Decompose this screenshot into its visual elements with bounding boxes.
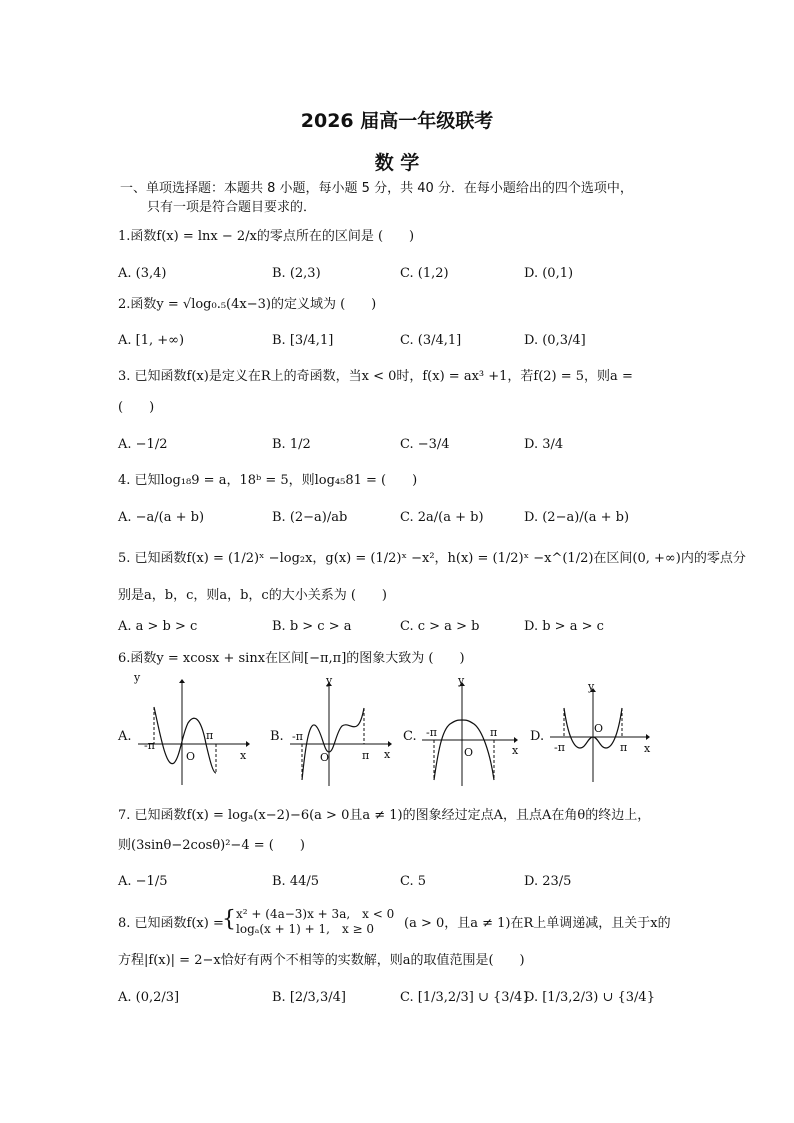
q6b-x-label: x: [384, 748, 391, 761]
q6a-neg-pi: -π: [144, 739, 155, 752]
exam-title: 2026 届高一年级联考: [300, 110, 494, 132]
question-6-stem: 6.函数y = xcosx + sinx在区间[−π,π]的图象大致为 ( ): [118, 651, 465, 666]
q7-option-b: B. 44/5: [272, 874, 320, 889]
q7-option-d: D. 23/5: [524, 874, 572, 889]
q6b-pi: π: [362, 749, 370, 762]
q3-option-d: D. 3/4: [524, 437, 564, 452]
q6-graph-c: [420, 674, 520, 786]
q6c-pi: π: [490, 726, 498, 739]
question-7-stem: 7. 已知函数f(x) = logₐ(x−2)−6(a > 0且a ≠ 1)的图象经过定点A，且点A在角θ的终边上，: [118, 808, 651, 823]
q6d-x-label: x: [644, 742, 651, 755]
q6d-pi: π: [620, 741, 628, 754]
q3-option-a: A. −1/2: [118, 437, 168, 452]
q1-option-d: D. (0,1): [524, 266, 574, 281]
q6b-neg-pi: -π: [292, 730, 303, 743]
q6-option-a-label: A.: [118, 729, 132, 744]
q6a-x-label: x: [240, 749, 247, 762]
q6d-y-label: y: [588, 680, 595, 693]
question-7-stem-cont: 则(3sinθ−2cosθ)²−4 = ( ): [118, 838, 305, 853]
q2-option-b: B. [3/4,1]: [272, 333, 334, 348]
q6c-y-label: y: [458, 674, 465, 687]
q1-option-b: B. (2,3): [272, 266, 321, 281]
subject-title: 数 学: [374, 152, 420, 174]
question-8-stem-tail: (a > 0，且a ≠ 1)在R上单调递减，且关于x的: [404, 916, 671, 931]
q6-option-c-label: C.: [403, 729, 417, 744]
q4-option-d: D. (2−a)/(a + b): [524, 510, 630, 525]
q3-option-b: B. 1/2: [272, 437, 311, 452]
q6-graph-d: [548, 680, 652, 786]
question-3-stem: 3. 已知函数f(x)是定义在R上的奇函数，当x < 0时，f(x) = ax³ +1，若f(2) = 5，则a =: [118, 369, 633, 384]
q2-option-c: C. (3/4,1]: [400, 333, 462, 348]
q6a-origin: O: [186, 750, 196, 763]
q8-option-c: C. [1/3,2/3] ∪ {3/4}: [400, 990, 531, 1005]
q6b-y-label: y: [326, 674, 333, 687]
question-5-stem-cont: 别是a，b，c，则a，b，c的大小关系为 ( ): [118, 588, 387, 603]
q7-option-a: A. −1/5: [118, 874, 168, 889]
q5-option-c: C. c > a > b: [400, 619, 480, 634]
question-5-stem: 5. 已知函数f(x) = (1/2)ˣ −log₂x，g(x) = (1/2)ˣ −x²，h(x) = (1/2)ˣ −x^(1/2)在区间(0, +∞)内的零点分: [118, 551, 746, 566]
q6-option-b-label: B.: [270, 729, 284, 744]
question-8-stem-cont: 方程|f(x)| = 2−x恰好有两个不相等的实数解，则a的取值范围是( ): [118, 953, 525, 968]
question-1-stem: 1.函数f(x) = lnx − 2/x的零点所在的区间是 ( ): [118, 229, 415, 244]
q6d-origin: O: [594, 722, 604, 735]
q1-option-c: C. (1,2): [400, 266, 449, 281]
q4-option-c: C. 2a/(a + b): [400, 510, 484, 525]
question-3-stem-cont: ( ): [118, 400, 155, 415]
q6-option-d-label: D.: [530, 729, 545, 744]
q3-option-c: C. −3/4: [400, 437, 450, 452]
q5-option-b: B. b > c > a: [272, 619, 352, 634]
q5-option-d: D. b > a > c: [524, 619, 604, 634]
q5-option-a: A. a > b > c: [118, 619, 198, 634]
question-2-stem: 2.函数y = √log₀.₅(4x−3)的定义域为 ( ): [118, 297, 377, 312]
q6c-x-label: x: [512, 744, 519, 757]
q4-option-a: A. −a/(a + b): [118, 510, 205, 525]
q6-graph-a: [134, 671, 248, 789]
q6a-y-label: y: [134, 671, 141, 684]
q1-option-a: A. (3,4): [118, 266, 167, 281]
question-4-stem: 4. 已知log₁₈9 = a，18ᵇ = 5，则log₄₅81 = ( ): [118, 473, 418, 488]
section-heading: 一、单项选择题：本题共 8 小题，每小题 5 分，共 40 分．在每小题给出的四个选项中，: [120, 181, 633, 196]
q8-option-b: B. [2/3,3/4]: [272, 990, 346, 1005]
q6a-pi: π: [206, 729, 214, 742]
q2-option-d: D. (0,3/4]: [524, 333, 586, 348]
section-heading-cont: 只有一项是符合题目要求的．: [147, 200, 317, 215]
piecewise-brace: {: [222, 907, 236, 932]
q7-option-c: C. 5: [400, 874, 427, 889]
piecewise-case-1: x² + (4a−3)x + 3a, x < 0: [236, 907, 395, 921]
q6-graph-b: [288, 674, 394, 786]
q4-option-b: B. (2−a)/ab: [272, 510, 348, 525]
piecewise-case-2: logₐ(x + 1) + 1, x ≥ 0: [236, 922, 375, 936]
q6c-neg-pi: -π: [426, 726, 437, 739]
q6d-neg-pi: -π: [554, 741, 565, 754]
question-8-stem: 8. 已知函数f(x) =: [118, 916, 224, 931]
q6b-origin: O: [320, 751, 330, 764]
q8-option-d: D. [1/3,2/3) ∪ {3/4}: [524, 990, 655, 1005]
q2-option-a: A. [1, +∞): [118, 333, 185, 348]
q8-option-a: A. (0,2/3]: [118, 990, 180, 1005]
q6c-origin: O: [464, 746, 474, 759]
